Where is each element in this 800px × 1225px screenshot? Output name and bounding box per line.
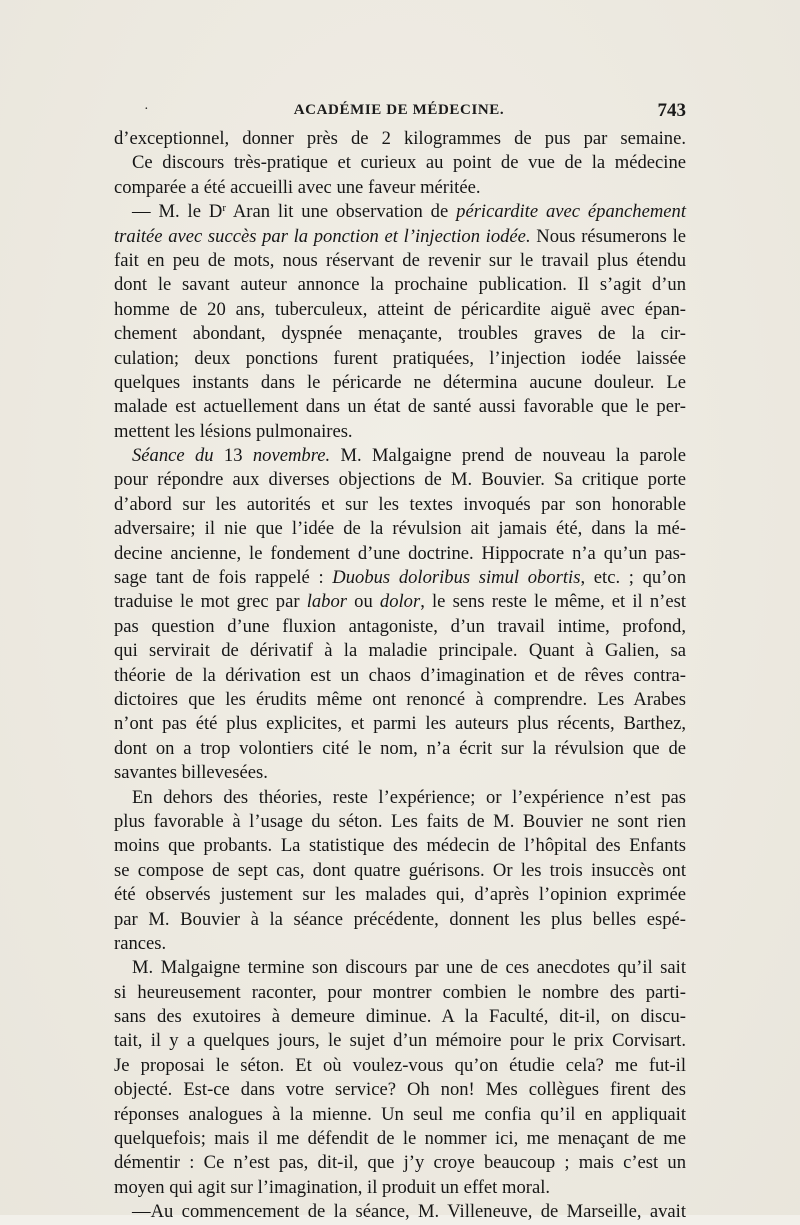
text-span: d’exceptionnel, donner près de 2 kilogrammes de pus par semaine. [114, 128, 686, 149]
text-span: Aran lit une observation de [225, 201, 457, 223]
text-line [114, 395, 686, 419]
text-line [114, 737, 686, 761]
text-line [114, 1078, 686, 1102]
text-line [114, 956, 686, 980]
text-line [114, 127, 686, 151]
text-span: chement abondant, dyspnée menaçante, troubles graves de la cir- [114, 323, 686, 345]
text-span: plus favorable à l’usage du séton. Les faits de M. Bouvier ne sont rien [114, 810, 686, 832]
text-span: homme de 20 ans, tuberculeux, atteint de péricardite aiguë avec épan- [114, 298, 686, 320]
italic-text: labor [306, 591, 347, 613]
text-span: démentir : Ce n’est pas, dit-il, que j’y croye beaucoup ; mais c’est un [114, 1152, 686, 1174]
text-span: pour répondre aux diverses objections de M. Bouvier. Sa critique porte [114, 469, 686, 491]
text-line [114, 542, 686, 566]
text-line [114, 347, 686, 371]
text-span: savantes billevesées. [114, 762, 268, 784]
text-span: — M. le D [132, 201, 223, 223]
text-line [114, 225, 686, 249]
text-line [114, 566, 686, 590]
text-line [114, 420, 686, 444]
text-span: quelques instants dans le péricarde ne détermina aucune douleur. Le [114, 371, 686, 393]
italic-text: Séance du [132, 445, 214, 467]
text-span: ou [347, 591, 380, 613]
text-line [114, 1005, 686, 1029]
text-line [114, 517, 686, 541]
italic-text: traitée avec succès par la ponction et l’injection iodée. [114, 225, 531, 247]
text-line [114, 1054, 686, 1078]
text-line [114, 859, 686, 883]
text-span: dont on a trop volontiers cité le nom, n’a écrit sur la révulsion que de [114, 737, 686, 759]
running-title: ACADÉMIE DE MÉDECINE. [293, 102, 505, 118]
text-line [114, 761, 686, 785]
italic-text: Duobus doloribus simul obortis [332, 567, 581, 589]
text-span: objecté. Est-ce dans votre service? Oh non! Mes collègues firent des [114, 1079, 686, 1101]
text-span: rances. [114, 932, 167, 954]
text-span: théorie de la dérivation est un chaos d’imagination et de rêves contra- [114, 664, 686, 686]
text-span: tait, il y a quelques jours, le sujet d’un mémoire pour le prix Corvisart. [114, 1030, 686, 1052]
text-span: —Au commencement de la séance, M. Villeneuve, de Marseille, avait [132, 1201, 686, 1223]
text-line [114, 786, 686, 810]
italic-text: péricardite avec épanchement [456, 201, 686, 223]
text-line [114, 200, 686, 224]
text-line [114, 176, 686, 200]
text-line [114, 590, 686, 614]
text-span: decine ancienne, le fondement d’une doctrine. Hippocrate n’a qu’un pas- [114, 542, 686, 564]
text-line [114, 249, 686, 273]
text-line [114, 1127, 686, 1151]
text-span: culation; deux ponctions furent pratiquées, l’injection iodée laissée [114, 347, 686, 369]
text-line [114, 834, 686, 858]
text-span: traduise le mot grec par [114, 591, 307, 613]
text-span: sage tant de fois rappelé : [114, 567, 333, 589]
text-line [114, 493, 686, 517]
text-span: M. Malgaigne prend de nouveau la parole [330, 445, 686, 467]
text-span: dont le savant auteur annonce la prochaine publication. Il s’agit d’un [114, 274, 686, 296]
text-line [114, 1029, 686, 1053]
text-line [114, 298, 686, 322]
text-line [114, 810, 686, 834]
text-span: fait en peu de mots, nous réservant de revenir sur le travail plus étendu [114, 249, 686, 271]
text-line [114, 371, 686, 395]
text-span: sans des exutoires à demeure diminue. A la Faculté, dit-il, on discu- [114, 1006, 686, 1028]
superscript: r [222, 202, 226, 215]
text-line [114, 444, 686, 468]
text-line [114, 468, 686, 492]
text-line [114, 932, 686, 956]
text-line [114, 273, 686, 297]
italic-text: dolor [379, 591, 421, 613]
text-line [114, 908, 686, 932]
text-span: si heureusement raconter, pour montrer combien le nombre des parti- [114, 981, 686, 1003]
body-text [114, 127, 686, 1225]
text-span: dictoires que les érudits même ont renoncé à comprendre. Les Arabes [114, 688, 686, 710]
text-span: d’abord sur les autorités et sur les textes invoqués par son honorable [114, 493, 686, 515]
text-line [114, 712, 686, 736]
text-span: Nous résumerons le [530, 225, 686, 247]
text-line [114, 883, 686, 907]
text-span: n’ont pas été plus explicites, et parmi les auteurs plus récents, Barthez, [114, 713, 686, 735]
text-line [114, 639, 686, 663]
text-line [114, 1176, 686, 1200]
text-span: moyen qui agit sur l’imagination, il produit un effet moral. [114, 1176, 551, 1198]
page-header [112, 100, 686, 126]
text-span: été observés justement sur les malades qui, d’après l’opinion exprimée [114, 884, 686, 906]
text-span: , le sens reste le même, et il n’est [420, 591, 686, 613]
text-span: par M. Bouvier à la séance précédente, donnent les plus belles espé- [114, 908, 686, 930]
header-dot: · [144, 102, 149, 117]
text-line [114, 322, 686, 346]
text-span: malade est actuellement dans un état de santé aussi favorable que le per- [114, 396, 686, 418]
text-line [114, 1200, 686, 1224]
page-number: 743 [657, 100, 686, 121]
text-line [114, 688, 686, 712]
text-span: mettent les lésions pulmonaires. [114, 420, 353, 442]
text-span: Ce discours très-pratique et curieux au point de vue de la médecine [132, 152, 686, 174]
text-line [114, 981, 686, 1005]
text-span: quelquefois; mais il me défendit de le nommer ici, me menaçant de me [114, 1128, 686, 1150]
text-span: En dehors des théories, reste l’expérience; or l’expérience n’est pas [132, 786, 686, 808]
text-line [114, 1103, 686, 1127]
text-span: comparée a été accueilli avec une faveur méritée. [114, 176, 481, 198]
text-span: 13 [213, 445, 253, 467]
text-span: adversaire; il nie que l’idée de la révulsion ait jamais été, dans la mé- [114, 518, 686, 540]
text-span: pas question d’une fluxion antagoniste, d’un travail intime, profond, [114, 615, 686, 637]
text-line [114, 151, 686, 175]
text-span: qui servirait de dérivatif à la maladie principale. Quant à Galien, sa [114, 640, 686, 662]
text-span: M. Malgaigne termine son discours par une de ces anecdotes qu’il sait [132, 957, 686, 979]
text-span: se compose de sept cas, dont quatre guérisons. Or les trois insuccès ont [114, 859, 686, 881]
text-span: , etc. ; qu’on [580, 567, 686, 589]
text-line [114, 1151, 686, 1175]
text-line [114, 664, 686, 688]
text-line [114, 615, 686, 639]
text-span: réponses analogues à la mienne. Un seul me confia qu’il en appliquait [114, 1103, 686, 1125]
text-span: Je proposai le séton. Et où voulez-vous qu’on étudie cela? me fut-il [114, 1054, 686, 1076]
italic-text: novembre. [252, 445, 331, 467]
text-span: moins que probants. La statistique des médecin de l’hôpital des Enfants [114, 835, 686, 857]
